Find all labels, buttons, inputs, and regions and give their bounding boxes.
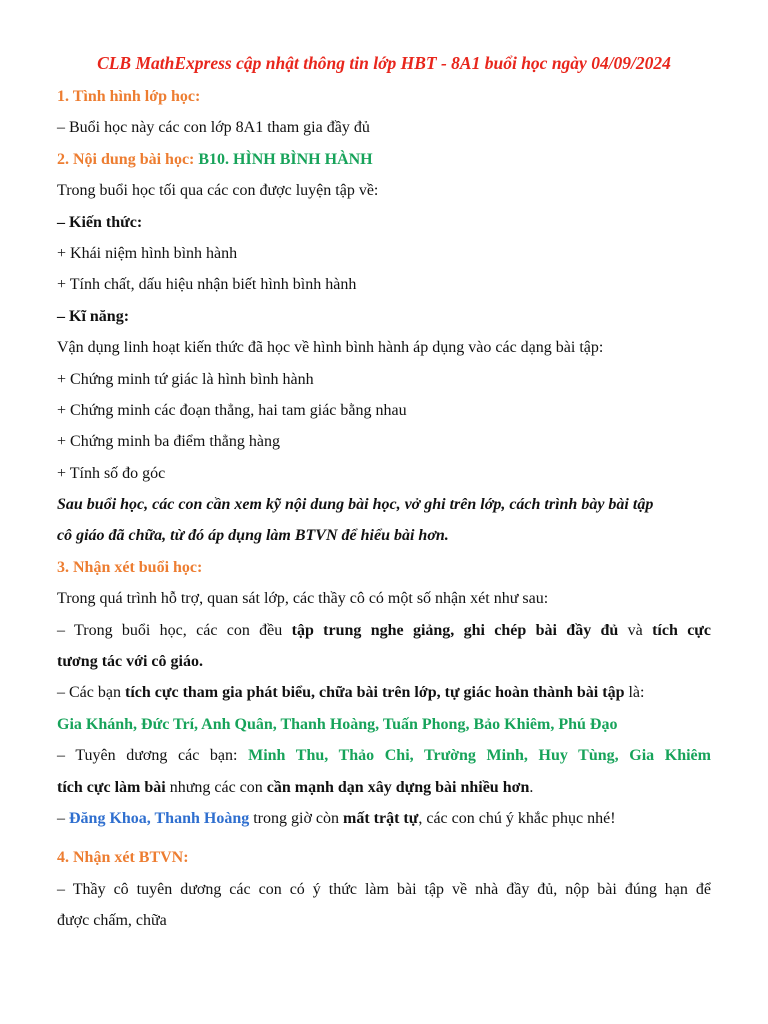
- comment-highlight: tích cực làm bài: [57, 778, 166, 796]
- comment-paragraph-1-cont: tương tác với cô giáo.: [57, 653, 203, 671]
- section-2-intro: Trong buổi học tối qua các con được luyện tập về:: [57, 182, 379, 200]
- section-2-heading-line: [57, 149, 711, 180]
- skill-intro: Vận dụng linh hoạt kiến thức đã học về hình bình hành áp dụng vào các dạng bài tập:: [57, 339, 604, 357]
- comment-paragraph-1: [57, 620, 711, 651]
- comment-highlight: tích cực: [652, 621, 712, 639]
- comment-highlight: tập trung nghe giảng, ghi chép bài đầy đủ: [291, 621, 619, 639]
- praised-names-list: Gia Khánh, Đức Trí, Anh Quân, Thanh Hoàng, Tuấn Phong, Bảo Khiêm, Phú Đạo: [57, 715, 618, 733]
- skill-item: + Chứng minh các đoạn thẳng, hai tam giác bằng nhau: [57, 401, 407, 419]
- comment-highlight: mất trật tự: [343, 809, 419, 827]
- comment-text: –: [57, 809, 69, 827]
- study-note-line: Sau buổi học, các con cần xem kỹ nội dung bài học, vở ghi trên lớp, cách trình bày bài tập: [57, 496, 654, 514]
- skill-item: + Chứng minh ba điểm thẳng hàng: [57, 433, 280, 451]
- comment-paragraph-4: [57, 808, 711, 839]
- comment-text: – Các bạn: [57, 684, 125, 702]
- comment-text: trong giờ còn: [249, 809, 343, 827]
- section-1-line: – Buổi học này các con lớp 8A1 tham gia đầy đủ: [57, 119, 370, 137]
- comment-paragraph-2: [57, 682, 711, 713]
- skill-label: – Kĩ năng:: [57, 307, 130, 325]
- homework-comment-line: được chấm, chữa: [57, 912, 167, 930]
- section-3-intro: Trong quá trình hỗ trợ, quan sát lớp, các thầy cô có một số nhận xét như sau:: [57, 590, 549, 608]
- section-4-heading: 4. Nhận xét BTVN:: [57, 849, 189, 867]
- section-3-heading: 3. Nhận xét buổi học:: [57, 558, 203, 576]
- knowledge-item: + Tính chất, dấu hiệu nhận biết hình bình hành: [57, 276, 357, 294]
- comment-text: .: [529, 778, 534, 796]
- knowledge-label: – Kiến thức:: [57, 213, 143, 231]
- document-body: [57, 86, 711, 942]
- homework-comment-line: – Thầy cô tuyên dương các con có ý thức làm bài tập về nhà đầy đủ, nộp bài đúng hạn để: [57, 880, 711, 898]
- comment-text: – Tuyên dương các bạn:: [57, 747, 249, 765]
- comment-text: và: [618, 621, 653, 639]
- reminded-names-list: Đăng Khoa, Thanh Hoàng: [69, 809, 250, 827]
- comment-highlight: cần mạnh dạn xây dựng bài nhiều hơn: [266, 778, 530, 796]
- knowledge-item: + Khái niệm hình bình hành: [57, 244, 238, 262]
- comment-paragraph-3: [57, 745, 711, 776]
- comment-text: là:: [624, 684, 645, 702]
- comment-text: nhưng các con: [165, 778, 267, 796]
- study-note-line: cô giáo đã chữa, từ đó áp dụng làm BTVN để hiểu bài hơn.: [57, 527, 449, 545]
- praised-names-list: Minh Thu, Thảo Chi, Trường Minh, Huy Tùng, Gia Khiêm: [248, 747, 711, 765]
- section-2-heading: 2. Nội dung bài học:: [57, 150, 199, 168]
- comment-paragraph-3-cont: [57, 777, 711, 808]
- comment-text: – Trong buổi học, các con đều: [57, 621, 292, 639]
- comment-text: , các con chú ý khắc phục nhé!: [418, 809, 616, 827]
- page-title: CLB MathExpress cập nhật thông tin lớp HBT - 8A1 buổi học ngày 04/09/2024: [97, 53, 671, 73]
- skill-item: + Chứng minh tứ giác là hình bình hành: [57, 370, 314, 388]
- comment-highlight: tích cực tham gia phát biểu, chữa bài trên lớp, tự giác hoàn thành bài tập: [124, 684, 625, 702]
- skill-item: + Tính số đo góc: [57, 464, 166, 482]
- section-1-heading: 1. Tình hình lớp học:: [57, 88, 201, 105]
- lesson-title: B10. HÌNH BÌNH HÀNH: [198, 150, 373, 168]
